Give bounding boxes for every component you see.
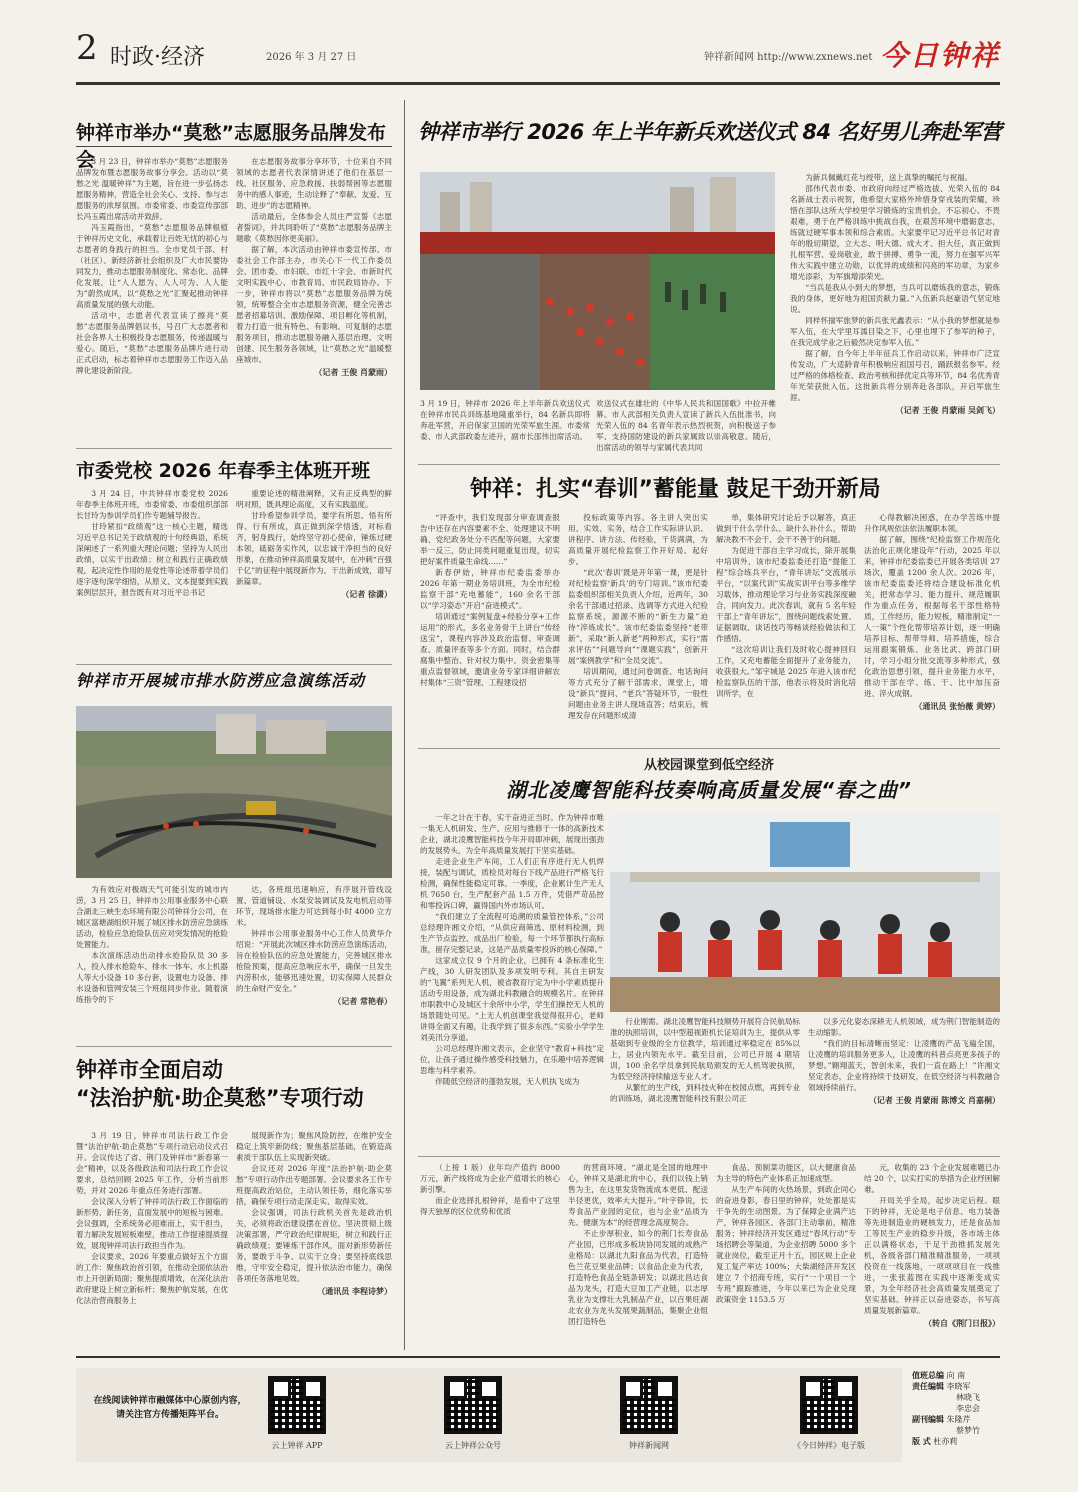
- photo-drainage-drill: [76, 706, 392, 878]
- article-volunteer-col2: 在志愿服务故事分享环节，十位来自不同领域的志愿者代表深情讲述了他们在基层一线、社区服务、应急救援、扶弱帮困等志愿服务中的感人事迹，生动诠释了“奉献、友爱、互助、进步”的志愿精神。 活动最后，全体参会人员庄严宣誓《志愿者誓词》，并共同聆听了“莫愁”志愿服务品牌主题歌《莫愁因你更美丽》。 据了解，本次活动由钟祥市委宣传部、市委社会工作部主办，市关心下一代工作委员会、团市委、市妇联、市红十字会、市新时代文明实践中心、市教育局、市民政局协办。下一步，钟祥市将以“莫愁”志愿服务品牌为统领，统筹整合全市志愿服务资源，健全完善志愿者招募培训、激励保障、项目孵化等机制，着力打造一批有特色、有影响、可复制的志愿服务项目，推动志愿服务融入基层治理、文明创建、民生服务各领域，让“莫愁之光”温暖整座城市。 （记者 王俊 肖蒙雨）: [236, 157, 392, 377]
- qr-code-epaper[interactable]: [800, 1376, 858, 1434]
- qr-code-wechat[interactable]: [444, 1376, 502, 1434]
- staff-row: 蔡梦竹: [956, 1426, 980, 1435]
- article-drones-col2: 行业刚需。湖北凌鹰智能科技顺势开展符合民航局标准的执照培训，以中型超视距机长证培训为主，提供从零基础到专业级的全方位教学，培训通过率稳定在 85%以上，居业内领先水平。截至目前，公司已开展 4 期培训，100 余名学员拿到民航局颁发的无人机驾驶执照，为低空经济持续输送专业人才。 从繁忙的生产线，到科技火种在校园点燃，再到专业的训练场，湖北凌鹰智能科技有限公司正: [610, 1017, 800, 1103]
- article-title-legal: 钟祥市全面启动 “法治护航·助企莫愁”专项行动: [76, 1058, 364, 1110]
- article-recruits-lead: 欢送仪式在雄壮的《中华人民共和国国歌》中拉开帷幕。市人武部相关负责人宣读了新兵入伍批准书，向光荣入伍的 84 名青年表示热烈祝贺，向积极送子参军、支持国防建设的新兵家属致以崇高敬意。随后，出席活动的领导与家属代表共同: [596, 399, 776, 452]
- article-training-col1: “评查中，我们发现部分审查调查报告中还存在内容要素不全、处理建议不明确、党纪政务处分不匹配等问题，大家要举一反三，防止同类问题重复出现，切实把好案件质量生命线……” 新春伊始，钟祥市纪委监委举办 2026 年第一期业务培训班，为全市纪检监察干部“充电蓄能”，160 余名干部以“学习姿态”开启“奋进模式”。 培训通过“案例复盘+经验分享+工作运用”的形式，多名业务骨干上讲台“传经送宝”，课程内容涉及政治监督、审查调查、质量评查等多个方面。同时，结合群腐集中整治、针对权力集中、资金密集等重点监督领域，邀请业务专家详细讲解农村集体“三资”管理、工程建设招: [420, 513, 560, 687]
- byline: （转自《荆门日报》）: [924, 1318, 1000, 1328]
- photo-caption-recruits: 3 月 19 日，钟祥市 2026 年上半年新兵欢送仪式在钟祥市民兵训练基地隆重举行，84 名新兵即将奔赴军营，开启保家卫国的光荣军旅生涯。市委常委、市人武部政委左进升，副市长邵伟出席活动。: [420, 399, 590, 441]
- staff-row: 林晓飞: [956, 1393, 980, 1402]
- article-drainage-col2: 达，各班组迅速响应，有序展开管线设置、管道铺设、水泵安装调试及发电机启动等环节，现场排水能力可达到每小时 4000 立方米。 钟祥市公用事业服务中心工作人员黄华介绍说：“开展此次城区排水防涝应急演练活动，旨在检验队伍的应急处置能力，完善城区排水抢险预案，提高应急响应水平，确保一旦发生内涝积水，能够迅速处置，切实保障人民群众的生命财产安全。” （记者 常艳春）: [236, 885, 392, 1006]
- qr-label-website: 钟祥新闻网: [629, 1441, 669, 1450]
- article-economy-col4: 元，收集的 23 个企业发展难题已办结 20 个，以实打实的举措为企业纾困解难。 开局关乎全局，起步决定后程。眼下的钟祥，无论是电子信息、电力装备等先进制造业的硬核发力，还是食品加工等民生产业的稳步升级，各市场主体正以满格状态，干足干劲推抓发展先机，各级各部门精准精准服务，一项项投资在一线落地，一项项项目在一线推进，一张张蓝图在实践中逐渐变成实景，为全年经济社会高质量发展奠定了坚实基础。钟祥正以奋进姿态，书写高质量发展新篇章。 （转自《荆门日报》）: [864, 1163, 1000, 1328]
- brand-logo: 今日钟祥: [879, 39, 1000, 72]
- article-title-drainage: 钟祥市开展城市排水防涝应急演练活动: [76, 671, 366, 690]
- qr-label-app: 云上钟祥 APP: [271, 1441, 323, 1450]
- staff-row: 李忠会: [956, 1404, 980, 1413]
- article-volunteer-col1: 3 月 23 日，钟祥市举办“莫愁”志愿服务品牌发布暨志愿服务故事分享会。活动以“莫愁之光 温暖钟祥”为主题，旨在进一步弘扬志愿服务精神，营造全社会关心、支持、参与志愿服务的浓厚氛围。市委常委、市委宣传部部长冯玉霞出席活动并致辞。 冯玉霞指出，“莫愁”志愿服务品牌根植于钟祥历史文化，承载着让百姓无忧的初心与志愿者的身践行的担当。全市党员干部、村（社区）、新经济新社会组织及广大市民要协同发力，推动志愿服务制度化、常态化、品牌化发展，让“人人愿为、人人可为、人人能为”蔚然成风，以“莫愁之光”汇聚起推动钟祥高质量发展的强大动能。 活动中，志愿者代表宣读了擦亮“莫愁”志愿服务品牌倡议书，号召广大志愿者和社会各界人士积极投身志愿服务，传递温暖与爱心。随后，“莫愁”志愿服务品牌片进行动正式启动，标志着钟祥市志愿服务工作迈入品牌化建设新阶段。: [76, 157, 228, 375]
- photo-recruit-ceremony: [420, 172, 775, 390]
- article-legal-col1: 3 月 19 日，钟祥市司法行政工作会暨“法治护航·助企莫愁”专项行动启动仪式召开。会议传达了省、荆门及钟祥市“新春第一会”精神，以及各级政法和司法行政工作会议要求，总结回顾 2025 年工作，分析当前形势，并对 2026 年重点任务进行部署。 会议深入分析了钟祥司法行政工作面临的新形势、新任务，直面发展中的短板与困难。会议强调，全系统务必迎难而上，实干担当，着力解决发展短板难壁，推动工作提速提质提效，展现钟祥司法行政担当作为。 会议要求，2026 年要重点做好五个方面的工作：聚焦政治首引领，在推动全面依法治市上开创新局面；聚焦提质增效，在深化法治政府建设上树立新标杆；聚焦护航发展，在优化法治营商服务上: [76, 1131, 228, 1305]
- byline: （记者 王俊 肖蒙雨 陈博文 肖嘉桐）: [868, 1095, 1000, 1105]
- byline: （通讯员 李程诗梦）: [317, 1286, 392, 1296]
- article-party-school-col1: 3 月 24 日，中共钟祥市委党校 2026 年春季主体班开班，市委常委、市委组织部部长甘玲为参训学员们作专题辅导报告。 甘玲紧扣“政绩观”这一核心主题，精选习近平总书记关于政绩观的十句经典语，系统深阐述了一系列重大理论问题；坚持为人民出政绩，以实干出政绩；树立和践行正确政绩观，起决定性作用的是党性等论述带着学员们逐字逐句深学细悟，从原义、文本提要到实践案例层层开，报告既有对习近平总书记: [76, 489, 228, 597]
- article-drones-col1: 一年之计在于春，实干奋进正当时。作为钟祥市唯一集无人机研发、生产、应用与推修于一体的高新技术企业，湖北凌鹰智能科技今年开局即冲刺，展现出强劲的发展势头，为全年高质量发展打下坚实基础。 走进企业生产车间，工人们正有序进行无人机焊接，装配与调试，质检员对每台下线产品进行严格飞行检测，确保性能稳定可靠。一季度，企业累计生产无人机 7650 台，生产配套产品 1.5 万件，凭借严苛品控和零投诉口碑，赢得国内外市场认可。 “我们建立了全流程可追溯的质量管控体系，”公司总经理许湘文介绍，“从供应商筛选、原材料检测，到生产节点监控、成品出厂检验，每一个环节都执行高标准，留存完整记录，这是产品质量零投诉的核心保障。” 这家成立仅 9 个月的企业，已拥有 4 条标准化生产线，30 人研发团队及多项发明专利。其自主研发的“飞翼”系列无人机，被省教育厅定为中小学素质提升活动专用设备，成为湖北科教融合的规模名片。在钟祥市职教中心及城区十余所中小学，学生们操控无人机的场景随处可见。“上无人机创课堂我觉得很开心，老师讲得全面又有趣，让我学到了很多东西。”实验小学学生刘美汛分享道。 公司总经理许湘文表示，企业坚守“教育+科技”定位，让孩子通过操作感受科技魅力，在乐趣中培养逻辑思维与科学素养。 伴随低空经济的蓬勃发展，无人机执飞成为: [420, 813, 604, 1086]
- article-economy-col2: 的营商环境。“湖北是全国的地理中心，钟祥又是湖北的中心，我们以钱上销售为主，在这里发货物流成本更低、配送半径更优，效率大大提升。”叶宇铮说，长寿食品产业园的定位，也与企业“品质为先、健康为本”的经营理念高度契合。 不止步厚积业，如今的荆门长寿食品产业园，已形成多板块协同发展的成熟产业格局：以湖北九阳食品为代表，打造特色兰花豆果业品牌；以食品企业为代表，打造特色食品全链条研发；以湖北昌达食品为龙头，打造大豆加工产业链，以志厚乳业为支撑壮大乳制品产业，以百果旺湖北农业为龙头发展果蔬制品，集聚企业组团打造特色: [568, 1163, 708, 1326]
- byline: （记者 常艳春）: [333, 996, 392, 1006]
- article-title-recruits: 钟祥市举行 2026 年上半年新兵欢送仪式 84 名好男儿奔赴军营: [418, 120, 1002, 144]
- byline: （记者 王俊 肖蒙雨）: [314, 367, 392, 377]
- article-economy-col1: （上接 1 版）业年均产值约 8000 万元，新产线将成为企业产值增长的核心新引擎。 而企业选择扎根钟祥，是看中了这里得天独厚的区位优势和优质: [420, 1163, 560, 1216]
- staff-row: 值班总编 向 南: [912, 1370, 966, 1380]
- section-title: 时政·经济: [110, 45, 205, 70]
- qr-code-app[interactable]: [268, 1376, 326, 1434]
- qr-label-epaper: 《今日钟祥》电子版: [793, 1441, 865, 1450]
- article-kicker-drones: 从校园课堂到低空经济: [643, 758, 774, 773]
- byline: （记者 徐潇）: [341, 589, 392, 599]
- footer-promo: 在线阅读钟祥市融媒体中心原创内容， 请关注官方传播矩阵平台。: [93, 1396, 247, 1420]
- article-training-col2: 投标政策等内容。各主讲人突出实用、实效、实务，结合工作实际讲认识、讲程序、讲方法、传经验，干货满满，为高质量开展纪检监察工作开好局、起好步。 “此次‘春训’既是开年第一课，更是针对纪检监察‘新兵’的专门培训。”该市纪委监委组织部相关负责人介绍，近两年，30 余名干部通过招录、选调等方式进入纪检监察系统，源源不断的“新生力量”迫待“淬炼成长”。该市纪委监委坚持“老带新”，采取“新人新老”两种形式，实行“需求评估”“问题导向”“课题实践”，创新开展“案例教学”和“全员交流”。 培训期间，通过问卷调查、电话询问等方式充分了解干部需求，课堂上，增设“新兵”提问、“老兵”答疑环节，一般性问题由业务主讲人现场直答；结束后，梳理发存在问题形成清: [568, 513, 708, 720]
- byline: （通讯员 张怡薇 黄婷）: [914, 701, 1000, 711]
- site-url[interactable]: 钟祥新闻网 http://www.zxnews.net: [704, 52, 873, 63]
- article-party-school-col2: 重要论述的精准阐释，又有正反典型的鲜明对照，既具理论高度，又有实践温度。 甘玲希望参训学员，要学有所思、悟有所得、行有所成，真正做到深学悟透，对标看齐，躬身践行，始终坚守初心使命，锤炼过硬本领，砥砺务实作风，以忠诚干净担当的良好形象，在推动钟祥高质量发展中，在冲刺“百强千亿”的征程中展现新作为、干出新成效，谱写新篇章。 （记者 徐潇）: [236, 489, 392, 599]
- article-drainage-col1: 为有效应对极端天气可能引发的城市内涝，3 月 25 日，钟祥市公用事业服务中心联合湖北三峡生态环境有限公司钟祥分公司，在城区富塘湖组织开展了城区排水防涝应急演练活动，检验应急抢险队伍应对突发情况的抢险处置能力。 本次演练活动出动排水抢险队员 30 多人，投入排水抢险车、排水一体车、水上机器人等大小设备 10 多台套，设置电力设备、排水设备和管网安装三个班组同步作业。随着演练指令的下: [76, 885, 228, 1004]
- staff-credits: [912, 1370, 1002, 1447]
- masthead: [76, 28, 1000, 85]
- issue-date: 2026 年 3 月 27 日: [266, 52, 357, 63]
- article-title-drones: 湖北凌鹰智能科技奏响高质量发展“春之曲”: [506, 778, 912, 802]
- article-training-col4: 心得教解决困惑，在办学苦练中提升作风规依法依法履职本领。 据了解，围绕“纪检监察工作规范化法治化正规化建设年”行动，2025 年以来，钟祥市纪委监委已开展各类培训 27 场次，覆盖 1200 余人次。2026 年，该市纪委监委还将结合建设标准化机关，把常态学习、能力提升、规范履职作为重点任务，根据每名干部性格特质，工作经历，能力短板，精准制定“一人一策”个性化帮带培养计划，逐一明确培养目标、帮带导师、培养措施，综合运用跟案锻炼、业务比武、跨部门研讨，学习小组分批交流等多种形式，强化政治思想引领，提升业务能力水平，推动干部在学、练、干、比中加压奋进、淬火成钢。 （通讯员 张怡薇 黄婷）: [864, 513, 1000, 711]
- article-title-spring-training: 钟祥：扎实“春训”蓄能量 鼓足干劲开新局: [470, 477, 881, 502]
- byline: （记者 王俊 肖蒙雨 吴剑飞）: [895, 405, 1000, 415]
- article-economy-col3: 食品、预制菜功能区，以大健康食品为主导的特色产业体系正加速成型。 从生产车间的火热场景，到政企同心的奋进身影，春日里的钟祥，处处都是实干争先的生动图景。为了保障企业满产达产，钟祥各园区、各部门主动靠前，精准服务；钟祥经济开发区通过“春风行动”专场招聘会等渠道，为企业招聘 5000 多个就业岗位，截至正月十五，园区规上企业复工复产率达 100%；大柴湖经济开发区建立 7 个招商专班，实行“一个项目一个专班”跟踪推进，今年以来已为企业兑现政策资金 1153.5 万: [716, 1163, 856, 1304]
- article-title-party-school: 市委党校 2026 年春季主体班开班: [76, 460, 371, 482]
- qr-code-website[interactable]: [620, 1376, 678, 1434]
- staff-row: 责任编辑 李晓军: [912, 1381, 971, 1391]
- staff-row: 版 式 杜亦莉: [912, 1436, 958, 1446]
- article-drones-col3: 以多元化姿态深耕无人机领域，成为荆门智能制造的生动缩影。 “我们的目标清晰而坚定：让凌鹰的产品飞遍全国，让凌鹰的培训服务更多人，让凌鹰的科普点亮更多孩子的梦想。”翱翔蓝天，智创未来，我们一直在路上！”许湘文坚定表态，企业将持续于技研发，在低空经济与科教融合领域持续前行。 （记者 王俊 肖蒙雨 陈博文 肖嘉桐）: [808, 1017, 1000, 1105]
- article-legal-col2: 展现新作为；聚焦风险防控，在维护安全稳定上筑牢新防线；聚焦基层基础，在锻造高素质干部队伍上实现新突破。 会议还对 2026 年度“法治护航·助企莫愁”专项行动作出专题部署。会议要求各工作专班提高政治站位，主动认领任务，细化落实举措，确保专项行动走深走实、取得实效。 会议强调，司法行政机关首先是政治机关，必须将政治建设摆在首位。坚决贯彻上级决策部署，严守政治纪律规矩，树立和践行正确政绩观；要锤炼干部作风，面对新形势新任务，要敢于斗争、以实干立身；要坚持底线思维，守牢安全稳定，提升依法治市能力，确保各项任务落地见效。 （通讯员 李程诗梦）: [236, 1131, 392, 1296]
- photo-drone-classroom: [610, 812, 1000, 1012]
- staff-row: 副刊编辑 朱隆芹: [912, 1414, 971, 1424]
- article-training-col3: 单，集体研究讨论后予以解答，真正做到干什么学什么、缺什么补什么，帮助解决教不不会干、会干不善干的问题。 为促进干部自主学习成长，除开展集中培训外，该市纪委监委还打造“提能工程”综合练兵平台，“青年讲坛”交流展示平台，“以案代训”实战实训平台等多维学习载体，推动理论学习与业务实践深度融合，同向发力。此次春训，就有 5 名年轻干部上“青年讲坛”，围绕问题线索处置、证据调取、谈话技巧等畅谈经验做法和工作感悟。 “这次培训让我们及时收心提神回归工作，又充电蓄能全面提升了业务能力，收获很大。”邹宇城是 2025 年进入该市纪检监察队伍的干部，他表示将及时消化培训所学，在: [716, 513, 856, 698]
- page-number: 2: [76, 28, 98, 68]
- article-recruits-body: 为新兵佩戴红花与绶带，送上真挚的嘱托与祝福。 邵伟代表市委、市政府向经过严格选拔、光荣入伍的 84 名新战士表示祝贺，他希望大家格外珍惜身穿戎装的荣耀，珍惜在部队这所大学校里学习锻炼的宝贵机会，不忘初心、不畏艰难，勇于在严格训练中挑战自我，在艰苦环境中磨砺意志，练就过硬军事本领和综合素质。大家要牢记习近平总书记对青年的殷切期望，立大志、明大德、成大才、担大任，真正做到扎根军营、爱岗敬业，敢于拼搏、勇争一流，努力在强军兴军伟大实践中建立功勋，以优异的成绩和闪亮的军功章，为家乡增光添彩，为军旗增添荣光。 “当兵是我从小到大的梦想，当兵可以磨炼我的意志，锻炼我的身体，更好地为祖国贡献力量。”入伍新兵赵豪语气坚定地说。 同样怀揣军旅梦的新兵张光鑫表示：“从小我的梦想就是参军入伍，在大学里耳濡目染之下，心里也埋下了参军的种子，在我完成学业之后毅然决定参军入伍。” 据了解，自今年上半年征兵工作启动以来，钟祥市广泛宣传发动，广大适龄青年积极响应祖国号召，踊跃报名参军。经过严格的体格检查、政治考核和择优定兵等环节，84 名优秀青年光荣获批入伍。这批新兵将分别奔赴各部队，开启军旅生涯。 （记者 王俊 肖蒙雨 吴剑飞）: [790, 173, 1000, 415]
- article-title-volunteer: 钟祥市举办“莫愁”志愿服务品牌发布会: [76, 122, 386, 171]
- qr-label-wechat: 云上钟祥公众号: [445, 1441, 501, 1450]
